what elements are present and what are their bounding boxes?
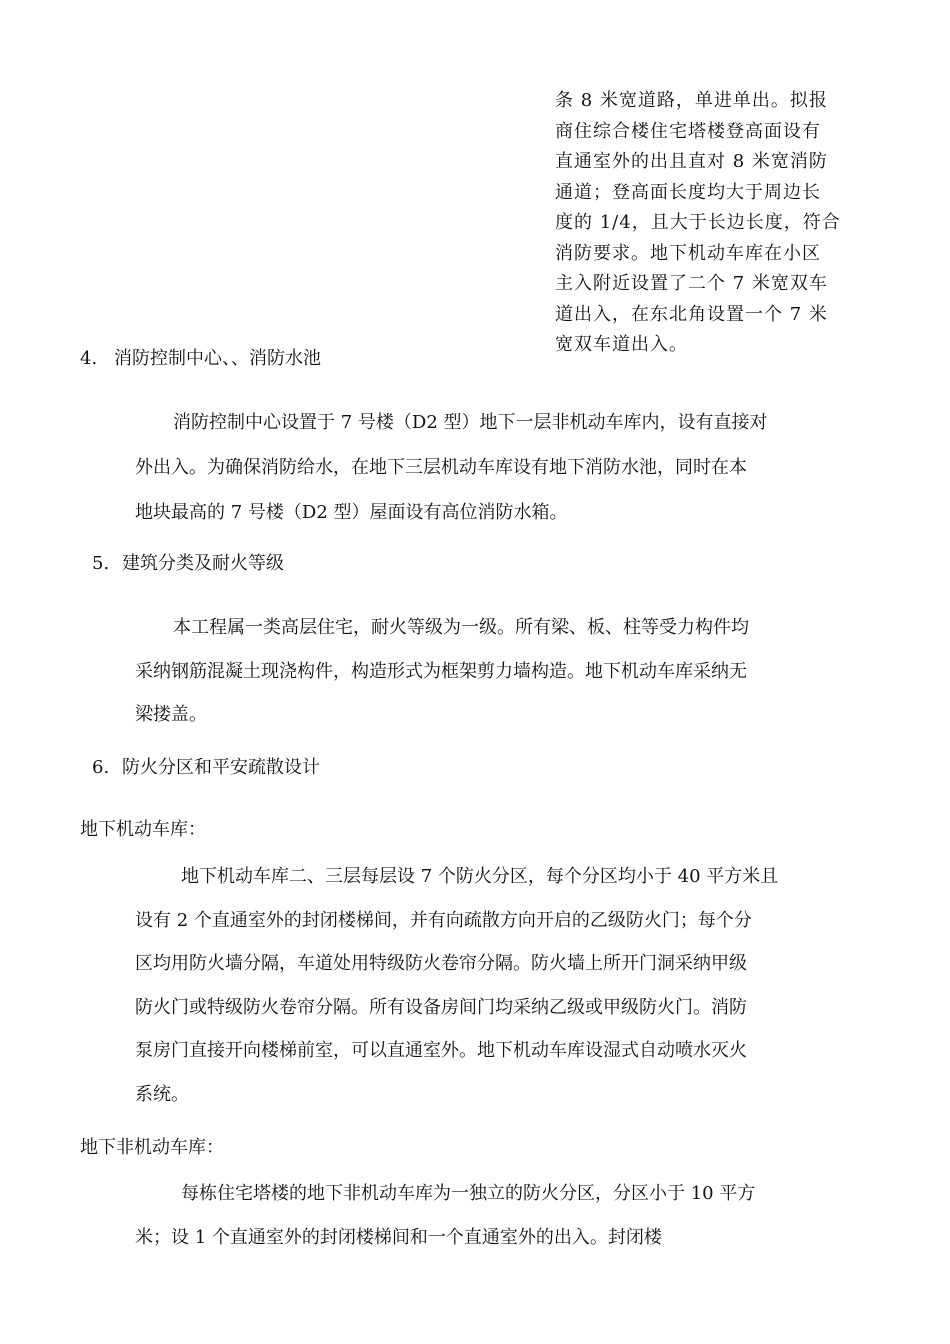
section-5-paragraph [135,606,749,737]
section-6-heading [92,753,320,779]
column-line: 条 8 米宽道路，单进单出。拟报 [555,90,828,111]
paragraph-line: 米；设 1 个直通室外的封闭楼梯间和一个直通室外的出入。封闭楼 [135,1227,662,1248]
subsection-label: 地下非机动车库： [80,1137,224,1158]
column-line: 通道；登高面长度均大于周边长 [555,181,821,203]
paragraph-line: 系统。 [135,1083,189,1105]
subsection-2-paragraph [135,1172,755,1260]
paragraph-line: 泵房门直接开向楼梯前室，可以直通室外。地下机动车库设湿式自动喷水灭火 [135,1040,747,1062]
section-title: 建筑分类及耐火等级 [122,553,284,574]
section-4-paragraph [135,400,768,535]
section-number: 6. [92,757,110,778]
paragraph-line: 每栋住宅塔楼的地下非机动车库为一独立的防火分区，分区小于 10 平方 [181,1183,756,1204]
column-text-block [555,86,875,361]
paragraph-line: 设有 2 个直通室外的封闭楼梯间，并有向疏散方向开启的乙级防火门；每个分 [135,909,752,931]
column-line: 消防要求。地下机动车库在小区 [555,242,821,264]
section-title: 防火分区和平安疏散设计 [122,757,320,778]
paragraph-line: 本工程属一类高层住宅，耐火等级为一级。所有梁、板、柱等受力构件均 [173,617,749,638]
paragraph-line: 消防控制中心设置于 7 号楼（D2 型）地下一层非机动车库内，设有直接对 [173,412,768,433]
column-line: 道出入，在东北角设置一个 7 米 [555,303,828,325]
paragraph-line: 防火门或特级防火卷帘分隔。所有设备房间门均采纳乙级或甲级防火门。消防 [135,996,747,1018]
section-title: 消防控制中心、、消防水池 [114,348,321,369]
section-number: 5. [92,553,110,574]
column-line: 宽双车道出入。 [555,334,688,355]
paragraph-line: 区均用防火墙分隔，车道处用特级防火卷帘分隔。防火墙上所开门洞采纳甲级 [135,953,747,975]
section-number: 4. [80,348,98,369]
column-line: 直通室外的出且直对 8 米宽消防 [555,151,828,172]
section-5-heading [92,549,284,575]
section-4-heading [80,344,321,370]
subsection-1-paragraph [135,855,778,1117]
paragraph-line: 地下机动车库二、三层每层设 7 个防火分区，每个分区均小于 40 平方米且 [181,866,779,887]
column-line: 商住综合楼住宅塔楼登高面设有 [555,120,821,142]
paragraph-line: 梁搂盖。 [135,704,207,725]
column-line: 主入附近设置了二个 7 米宽双车 [555,273,828,294]
paragraph-line: 地块最高的 7 号楼（D2 型）屋面设有高位消防水箱。 [135,502,568,523]
column-line: 度的 1/4，且大于长边长度，符合 [555,212,841,233]
subsection-label: 地下机动车库： [80,819,206,840]
paragraph-line: 采纳钢筋混凝土现浇构件，构造形式为框架剪力墙构造。地下机动车库采纳无 [135,660,747,682]
paragraph-line: 外出入。为确保消防给水，在地下三层机动车库设有地下消防水池，同时在本 [135,457,747,478]
